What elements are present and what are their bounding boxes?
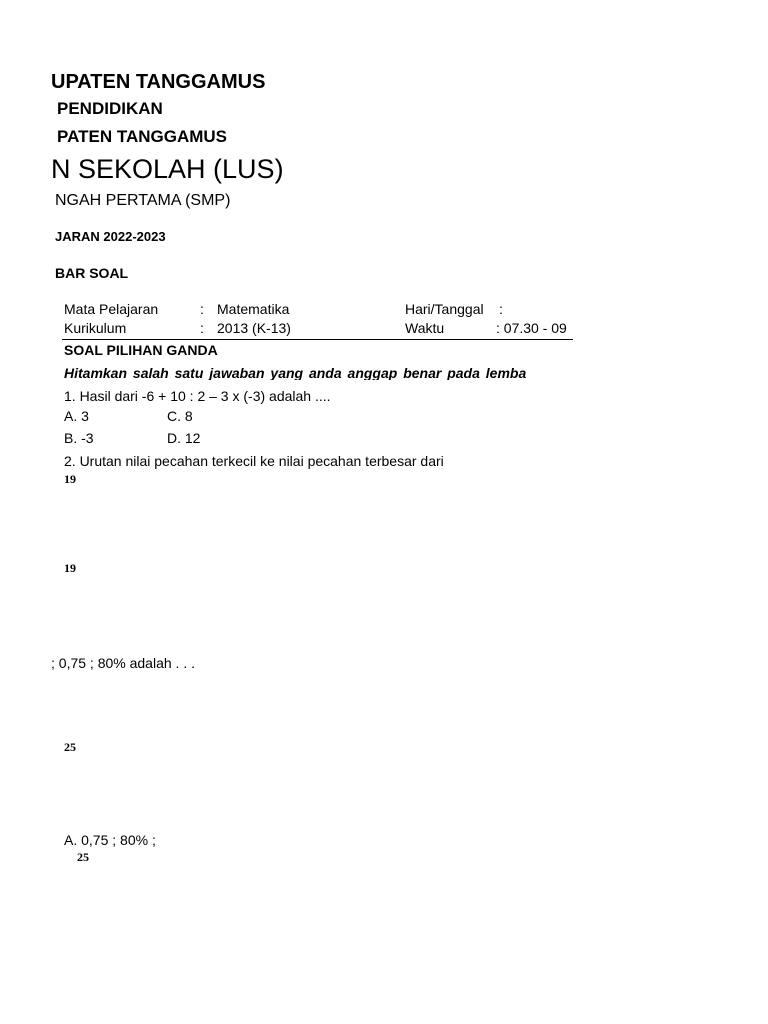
day-colon: : [499, 301, 503, 317]
fraction-denominator: 19 [64, 472, 76, 486]
time-label: Waktu [405, 320, 445, 336]
question-1-option-c: C. 8 [167, 408, 193, 424]
day-label: Hari/Tanggal [405, 301, 484, 317]
header-academic-year: JARAN 2022-2023 [55, 229, 166, 244]
header-department: PENDIDIKAN [57, 99, 163, 118]
header-exam-title: N SEKOLAH (LUS) [51, 154, 284, 184]
info-divider [62, 339, 573, 340]
time-value: : 07.30 - 09 [496, 321, 567, 335]
fraction-denominator: 19 [64, 561, 76, 575]
question-2-continuation: ; 0,75 ; 80% adalah . . . [51, 655, 195, 671]
header-school-level: NGAH PERTAMA (SMP) [55, 192, 231, 209]
header-question-sheet: BAR SOAL [55, 265, 129, 281]
curriculum-value: 2013 (K-13) [217, 320, 291, 336]
question-1-option-b: B. -3 [64, 430, 94, 446]
question-2-option-a: A. 0,75 ; 80% ; [64, 832, 156, 848]
subject-value: Matematika [217, 301, 290, 317]
question-1-option-a: A. 3 [64, 408, 89, 424]
section-title: SOAL PILIHAN GANDA [64, 342, 218, 358]
curriculum-colon: : [200, 320, 204, 336]
question-2-text: 2. Urutan nilai pecahan terkecil ke nilai pecahan terbesar dari [64, 453, 444, 469]
header-regency: UPATEN TANGGAMUS [51, 71, 266, 93]
section-instruction: Hitamkan salah satu jawaban yang anda anggap benar pada lemba [64, 366, 527, 380]
fraction-denominator: 25 [77, 850, 89, 864]
subject-label: Mata Pelajaran [64, 301, 159, 317]
question-1-option-d: D. 12 [167, 430, 201, 446]
subject-colon: : [200, 301, 204, 317]
header-regency-2: PATEN TANGGAMUS [57, 127, 227, 146]
question-1-text: 1. Hasil dari -6 + 10 : 2 – 3 x (-3) adalah .... [64, 388, 331, 404]
curriculum-label: Kurikulum [64, 320, 127, 336]
fraction-denominator: 25 [64, 740, 76, 754]
